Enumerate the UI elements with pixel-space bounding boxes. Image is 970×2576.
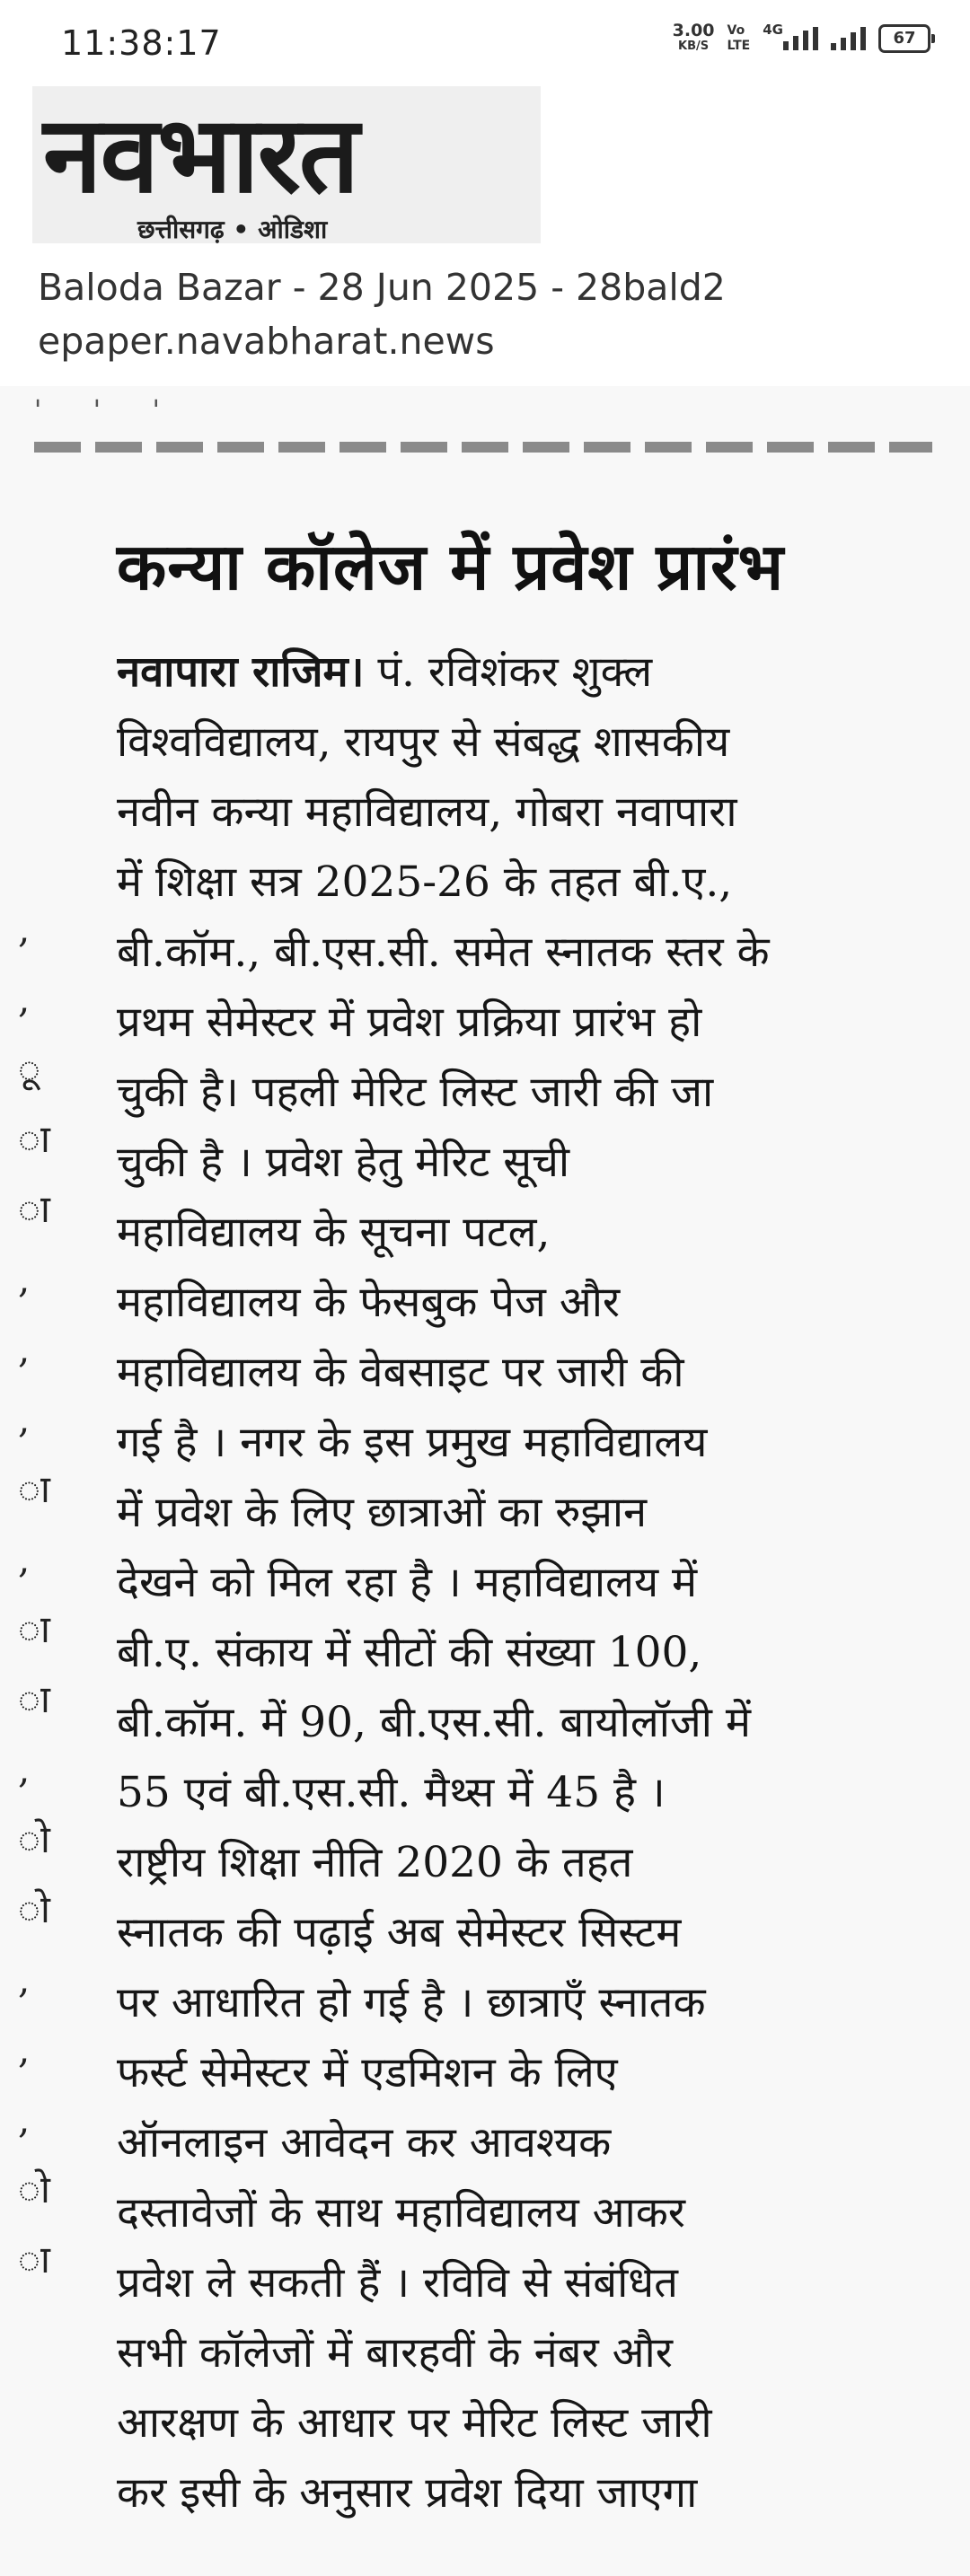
article-line: चुकी है । प्रवेश हेतु मेरिट सूची bbox=[117, 1138, 570, 1187]
margin-fragment: ा bbox=[18, 1607, 50, 1651]
article-line: प्रथम सेमेस्टर में प्रवेश प्रक्रिया प्रारंभ हो bbox=[117, 998, 702, 1047]
status-bar bbox=[0, 0, 970, 86]
margin-text-fragments bbox=[18, 894, 72, 2295]
margin-fragment: , bbox=[18, 1957, 31, 2001]
status-icons bbox=[673, 23, 930, 54]
margin-fragment: , bbox=[18, 2027, 31, 2071]
article-line: आरक्षण के आधार पर मेरिट लिस्ट जारी bbox=[117, 2398, 712, 2448]
margin-fragment: , bbox=[18, 1537, 31, 1581]
margin-fragment: ा bbox=[18, 2238, 50, 2281]
article-line: महाविद्यालय के सूचना पटल, bbox=[117, 1208, 551, 1257]
article-line: चुकी है। पहली मेरिट लिस्ट जारी की जा bbox=[117, 1068, 714, 1117]
article-line: महाविद्यालय के वेबसाइट पर जारी की bbox=[117, 1348, 684, 1397]
newspaper-logo: नवभारत bbox=[43, 92, 358, 216]
article-line: बी.ए. संकाय में सीटों की संख्या 100, bbox=[117, 1628, 702, 1677]
article-body bbox=[117, 637, 925, 2528]
article-line: महाविद्यालय के फेसबुक पेज और bbox=[117, 1278, 621, 1327]
article-line: में शिक्षा सत्र 2025-26 के तहत बी.ए., bbox=[117, 857, 733, 907]
cropped-text-scrap: ' ' ' bbox=[34, 395, 181, 426]
margin-fragment: ा bbox=[18, 1677, 50, 1721]
article-line: बी.कॉम. में 90, बी.एस.सी. बायोलॉजी में bbox=[117, 1698, 751, 1747]
margin-fragment: , bbox=[18, 977, 31, 1021]
article-line: देखने को मिल रहा है । महाविद्यालय में bbox=[117, 1558, 698, 1607]
edition-info: Baloda Bazar - 28 Jun 2025 - 28bald2 bbox=[38, 266, 726, 309]
margin-fragment: ा bbox=[18, 1187, 50, 1231]
article-line: विश्वविद्यालय, रायपुर से संबद्ध शासकीय bbox=[117, 717, 730, 767]
article-line: सभी कॉलेजों में बारहवीं के नंबर और bbox=[117, 2328, 673, 2378]
article-line: पर आधारित हो गई है । छात्राएँ स्नातक bbox=[117, 1978, 706, 2027]
cut-line bbox=[34, 442, 932, 453]
margin-fragment: ा bbox=[18, 1467, 50, 1511]
signal-icon bbox=[783, 27, 818, 50]
battery-icon: 67 bbox=[878, 24, 930, 53]
article-dateline: नवापारा राजिम। bbox=[117, 647, 365, 697]
margin-fragment: ा bbox=[18, 1117, 50, 1161]
article-line: नवीन कन्या महाविद्यालय, गोबरा नवापारा bbox=[117, 787, 737, 837]
margin-fragment: ू bbox=[18, 1047, 40, 1091]
article-line: फर्स्ट सेमेस्टर में एडमिशन के लिए bbox=[117, 2048, 618, 2097]
newspaper-masthead bbox=[32, 86, 541, 243]
article-line: 55 एवं बी.एस.सी. मैथ्स में 45 है । bbox=[117, 1768, 666, 1817]
signal-icon-2 bbox=[831, 27, 866, 50]
masthead-tagline: छत्तीसगढ़ • ओडिशा bbox=[137, 215, 328, 244]
article-headline: कन्या कॉलेज में प्रवेश प्रारंभ bbox=[117, 529, 785, 604]
site-url[interactable]: epaper.navabharat.news bbox=[38, 320, 495, 363]
network-type: 4G bbox=[763, 22, 783, 38]
article-line: प्रवेश ले सकती हैं । रविवि से संबंधित bbox=[117, 2258, 678, 2308]
margin-fragment: ो bbox=[18, 1817, 50, 1861]
article-line: राष्ट्रीय शिक्षा नीति 2020 के तहत bbox=[117, 1838, 633, 1887]
margin-fragment: , bbox=[18, 1747, 31, 1791]
article-line: में प्रवेश के लिए छात्राओं का रुझान bbox=[117, 1488, 648, 1537]
margin-fragment: , bbox=[18, 1257, 31, 1301]
article-line: नवापारा राजिम। पं. रविशंकर शुक्ल bbox=[117, 647, 653, 697]
network-speed: 3.00 KB/S bbox=[672, 21, 715, 53]
margin-fragment: , bbox=[18, 907, 31, 951]
margin-fragment: ो bbox=[18, 1887, 50, 1931]
article-line: स्नातक की पढ़ाई अब सेमेस्टर सिस्टम bbox=[117, 1908, 682, 1957]
status-time: 11:38:17 bbox=[61, 23, 222, 63]
article-line: कर इसी के अनुसार प्रवेश दिया जाएगा bbox=[117, 2468, 698, 2518]
article-clipping bbox=[0, 386, 970, 2576]
article-line: गई है । नगर के इस प्रमुख महाविद्यालय bbox=[117, 1418, 708, 1467]
margin-fragment: , bbox=[18, 1327, 31, 1371]
volte-icon: Vo LTE bbox=[727, 23, 751, 53]
article-line: दस्तावेजों के साथ महाविद्यालय आकर bbox=[117, 2188, 686, 2238]
margin-fragment: , bbox=[18, 2097, 31, 2141]
margin-fragment: , bbox=[18, 1397, 31, 1441]
margin-fragment: ो bbox=[18, 2167, 50, 2211]
article-line: बी.कॉम., बी.एस.सी. समेत स्नातक स्तर के bbox=[117, 928, 770, 977]
article-line: ऑनलाइन आवेदन कर आवश्यक bbox=[117, 2118, 612, 2167]
